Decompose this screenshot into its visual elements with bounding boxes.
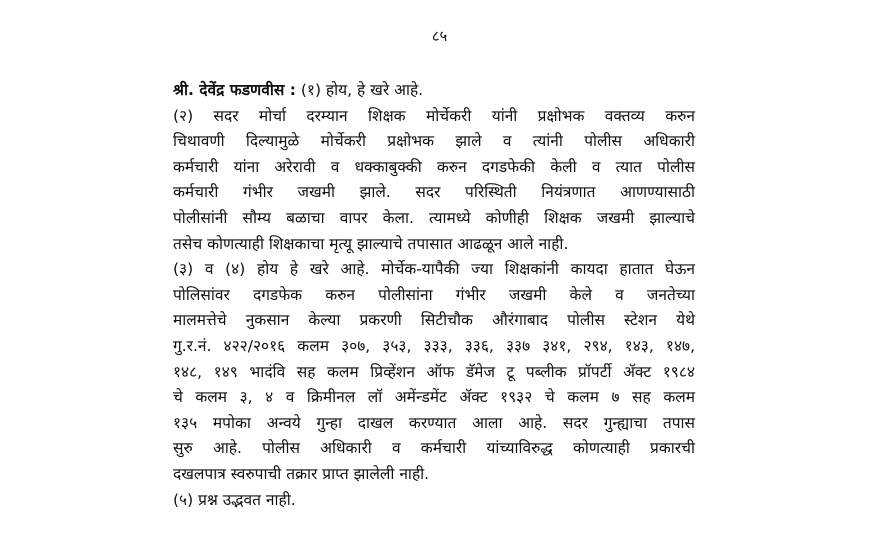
para3-line: मालमत्तेचे नुकसान केल्या प्रकरणी सिटीचौक औरंगाबाद पोलीस स्टेशन येथे xyxy=(173,311,695,330)
para2-line: तसेच कोणत्याही शिक्षकाचा मृत्यू झाल्याचे तपासात आढळून आले नाही. xyxy=(173,234,569,253)
para3-line: (३) व (४) होय हे खरे आहे. मोर्चेक-यापैकी ज्या शिक्षकांनी कायदा हातात घेऊन xyxy=(173,260,695,279)
para3-line: गु.र.नं. ४२२/२०१६ कलम ३०७, ३५३, ३३३, ३३६, ३३७ ३४१, २९४, १४३, १४७, xyxy=(173,336,695,355)
speaker-name: श्री. देवेंद्र फडणवीस : xyxy=(173,81,296,99)
para3-line: पोलिसांवर दगडफेक करुन पोलीसांना गंभीर जखमी केले व जनतेच्या xyxy=(173,285,695,304)
para2-line: चिथावणी दिल्यामुळे मोर्चेकरी प्रक्षोभक झाले व त्यांनी पोलीस अधिकारी xyxy=(173,132,695,151)
para3-line: दखलपात्र स्वरुपाची तक्रार प्राप्त झालेली नाही. xyxy=(173,464,430,483)
para3-line: १४८, १४९ भादंवि सह कलम प्रिव्हेंशन ऑफ डॅमेज टू पब्लीक प्रॉपर्टी ॲक्ट १९८४ xyxy=(173,362,695,381)
answer-1-text: (१) होय, हे खरे आहे. xyxy=(295,81,424,99)
para2-line: कर्मचारी गंभीर जखमी झाले. सदर परिस्थिती नियंत्रणात आणण्यासाठी xyxy=(173,183,695,202)
para2-line: कर्मचारी यांना अरेरावी व धक्काबुक्की करुन दगडफेकी केली व त्यात पोलीस xyxy=(173,157,695,176)
para5-line: (५) प्रश्न उद्भवत नाही. xyxy=(173,490,296,509)
answer-first-line xyxy=(173,78,695,104)
answer-text xyxy=(173,78,695,513)
para2-line: (२) सदर मोर्चा दरम्यान शिक्षक मोर्चेकरी यांनी प्रक्षोभक वक्तव्य करुन xyxy=(173,106,695,125)
para3-line: सुरु आहे. पोलीस अधिकारी व कर्मचारी यांच्याविरुद्ध कोणत्याही प्रकारची xyxy=(173,439,695,458)
para3-line: १३५ मपोका अन्वये गुन्हा दाखल करण्यात आला आहे. सदर गुन्ह्याचा तपास xyxy=(173,413,695,432)
para2-line: पोलीसांनी सौम्य बळाचा वापर केला. त्यामध्ये कोणीही शिक्षक जखमी झाल्याचे xyxy=(173,208,695,227)
page-number: ८५ xyxy=(431,27,448,45)
para3-line: चे कलम ३, ४ व क्रिमीनल लॉ अमेंन्डमेंट ॲक्ट १९३२ चे कलम ७ सह कलम xyxy=(173,388,695,407)
